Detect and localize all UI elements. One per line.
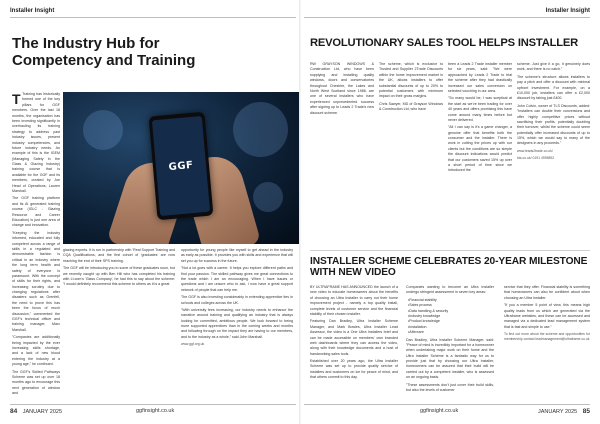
running-head-left: Installer Insight [10,8,55,14]
paragraph: The scheme, which is exclusive to Trusted and Supplier 2Trade Discounts within the home improvement market in the UK, allows installers to offer substantial discounts of up to 20% to potential customers with minimum impact on their gross margins. [379,62,443,99]
list-item: • Sales process [408,303,494,308]
scheme-column-1 [310,285,398,399]
bokeh-light [253,182,283,212]
list-item: • Aftercare [408,330,494,335]
header-rule-left [10,17,296,18]
paragraph: The GGF will be introducing you to some of these graduates soon, but we recently caught up with Ben Hill who has completed his training with Lt.com's 'Glass Company', he had this to say about the scheme: "I would definitely recommend this scheme to others as it is a great [63,266,175,287]
paragraph: Established over 20 years ago, the Ultra Installer Scheme was set up to provide quality service of installers and customers on ice for peace of mind, and that others commit to this day. [310,359,398,380]
drop-cap: T [12,92,21,107]
bokeh-light [83,110,123,150]
paragraph: "If you a member 5 point of view, this means high quality leads from us which are generated via the Ultraframe websites, and these can be accessed and managed via a dedicated lead management system that is fast and simple to use." [504,303,590,329]
folio-right [538,408,590,415]
paragraph: RW GRAYSON WINDOWS & Construction Ltd, who have been supplying and installing quality windows, doors and conservatories throughout Cheshire, the Lakes and North West Scotland since 1986, are one of several installers who have experienced unprecedented success after signing up to Leads 2 Trade's new discount scheme. [310,62,374,115]
paragraph: scheme. Just give it a go, it genuinely does work, and there is no catch." [517,62,590,72]
sales-column-4 [517,62,590,246]
sales-column-3 [448,62,512,246]
issue-date: JANUARY 2025 [537,409,578,415]
article-column-2 [63,248,175,398]
folio-left [10,408,62,415]
list-item: • Data handling & security [408,309,494,314]
paragraph: "All I can say is it's a game changer, a genuine offer that benefits both the consumer and the installer. There is work in cutting the prices up with our clients but the conditions are so simple the discount indications would predict that our customers saved 15% up over a short period of time since we introduced the [448,125,512,173]
paragraph: "Not a lot goes with a career. It helps you explore different paths and find your passion. The skilled pathway gives me great connections to the trade which I am an encouraging. When I have issues or questions and I am unsure who to ask, I now have a great support network of people that can help me. [181,266,293,292]
issue-date: JANUARY 2025 [22,409,63,415]
paragraph: BY ULTRAFRAME HAS ANNOUNCED the launch of a new video to educate homeowners about the benefits of choosing an Ultra Installer to carry out their home improvement project - namely a top quality install, complete levels of customer service and the financial stability of their chosen installer. [310,285,398,316]
paragraph: Chris Sawyer, MD of Grayson Windows & Construction Ltd, who have [379,101,443,112]
paragraph: "Companies are additionally being impacted by the ever increasing skills shortage, and a lack of new blood entering the industry at a young age," he continued. [12,335,60,367]
website-link[interactable]: www.leads2trade.co.uk/ [517,148,553,153]
list-item: • Product knowledge [408,319,494,324]
list-item: • Installation [408,325,494,330]
paragraph: opportunity for young people like myself to get ahead in the industry as early as possible. It provides you with skills and experience that will set you up for success in the future. [181,248,293,263]
paragraph: "With university fees increasing, our industry needs to enhance the narrative around training and qualifying an industry that is always looking for committed, ambitious people. We look forward to being more supported apprentices than in the coming weeks and months and following through on the impact they are having to our members, and to the industry as a whole," said John Marshall. [181,307,293,339]
article-column-3 [181,248,293,398]
contact-note[interactable]: To find out more about the scheme and opportunities for membership contact leadmanagement@ultraframe.co.uk [504,332,590,342]
ggf-logo: GGF [168,159,194,173]
paragraph: The GGF's Skilled Pathways Scheme was set up over 18 months ago to encourage this next generation of window and [12,369,60,396]
sales-column-2 [379,62,443,246]
page-number: 84 [10,408,18,415]
folio-site-left: ggfinsight.co.uk [136,408,175,414]
paragraph: glazing experts. It is run in partnership with 'Real Support Training and CQA Qualifications, and the first cohort of 'graduates' are now reaching the end of their SPS training. [63,248,175,263]
running-head-right: Installer Insight [545,8,590,14]
scheme-column-2 [406,285,494,399]
bokeh-light [233,102,288,157]
paragraph: T Training has historically formed one of the key pillars for GGF members. Over the last 18 months, the organisation has been investing significantly in overhauling its training strategy to address past industry issues, present industry competencies, and future industry needs. An example of this is the IGEM (Managing Safety in the Glass & Glazing industry) training course that is available for the GGF and its members, created by Joe Head of Operations, Lauren Marshall. [12,92,60,194]
paragraph: The GGF is also investing considerably in extending apprentice ties in schools and colleges across the UK. [181,295,293,305]
article-title-installer-scheme: INSTALLER SCHEME CELEBRATES 20-YEAR MILESTONE WITH NEW VIDEO [310,256,588,278]
paragraph: service that they offer. Financial stability is something that homeowners can also be confident about when choosing an Ultra Installer. [504,285,590,300]
scheme-column-3 [504,285,590,399]
paragraph: Dan Bradley, Ultra Installer Scheme Manager, said: "Peace of mind is incredibly important for a homeowner when undertaking major work on their home and the Ultra Installer Scheme is a fantastic way for us to provide just that by choosing our Ultra Installer, homeowners can be assured that their build will be carried out by a competent installer, who is assessed on an ongoing basis. [406,337,494,380]
footer-rule-left [10,404,296,405]
contact-phone: tds.co.uk/ 0191 4995892 [517,155,555,160]
phone-screen [152,116,210,216]
paragraph: Companies wanting to become an Ultra Installer undergo stringent assessment in seven key areas: [406,285,494,295]
header-rule-right [304,17,590,18]
paragraph: "Keeping the industry informed, educated and fully competent across a range of skills in a regulated and demonstrable fashion is critical in an industry where the long term health and safety of everyone is paramount. With the concept of skills for their rights, and increasing scrutiny due to changing regulations after disasters such as Grenfell, the need to prove this has been the focus of much discussion," commented the GGF's technical officer and training manager, Marc Marshall. [12,230,60,332]
smartphone [149,112,214,220]
paragraph: been a Leads 2 Trade installer member for six years, said: "We were approached by Leads 2 Trade to trial the scheme after they had drastically increased our sales conversion on selected vouching in our area. [448,62,512,93]
paragraph: John Colvin, owner of TLS Discounts, added: "Installers can double their conversions and offer highly competitive prices without sacrificing their profits, potentially doubling their turnover, whilst the scheme could seem potentially offer increased discounts of up to 15%, which we would say to many of the designers in any proceeds." [517,103,590,146]
paragraph: The scheme's structure allows installers to pay a pitch and offer a discount with minimal upfront investment. For example, on a £10,000 job, installers can offer a £2,000 discount by taking just £400. [517,74,590,101]
paragraph: Featuring Dan Bradley, Ultra Installer Scheme Manager, and Mark Bowles, Ultra Installer Lead Assessor, the video is a One Ultra Installers brief and can be made accessible on members' own branded web dashboards where they can access the video, along with their knowledge documents and a host of handworking sales tools. [310,319,398,356]
assessment-list [406,298,494,336]
website-link[interactable]: www.ggf.org.uk [181,342,205,347]
footer-rule-right [304,404,590,405]
sales-column-1 [310,62,374,246]
folio-site-right: ggfinsight.co.uk [420,408,459,414]
section-divider [310,250,590,251]
article-title-industry-hub: The Industry Hub for Competency and Training [12,35,196,69]
page-number: 85 [582,408,590,415]
phone-photo [63,92,299,244]
article-title-sales-tool: REVOLUTIONARY SALES TOOL HELPS INSTALLER [310,37,578,49]
right-page [300,0,600,424]
list-item: • Financial stability [408,298,494,303]
paragraph: The GGF training platform and its AI generated training course (IGLC - Glazing Resource and Career Education) is just one area of change and innovation. [12,196,60,228]
list-item: • Industry knowledge [408,314,494,319]
article-column-1 [12,92,60,398]
paragraph: "These assessments don't just cover their build skills, but also the levels of customer [406,382,494,393]
paragraph: "So many would be, I was sceptical at the start as we've been trading for over 40 years and offers promising this have come around many times before but never delivered. [448,96,512,122]
